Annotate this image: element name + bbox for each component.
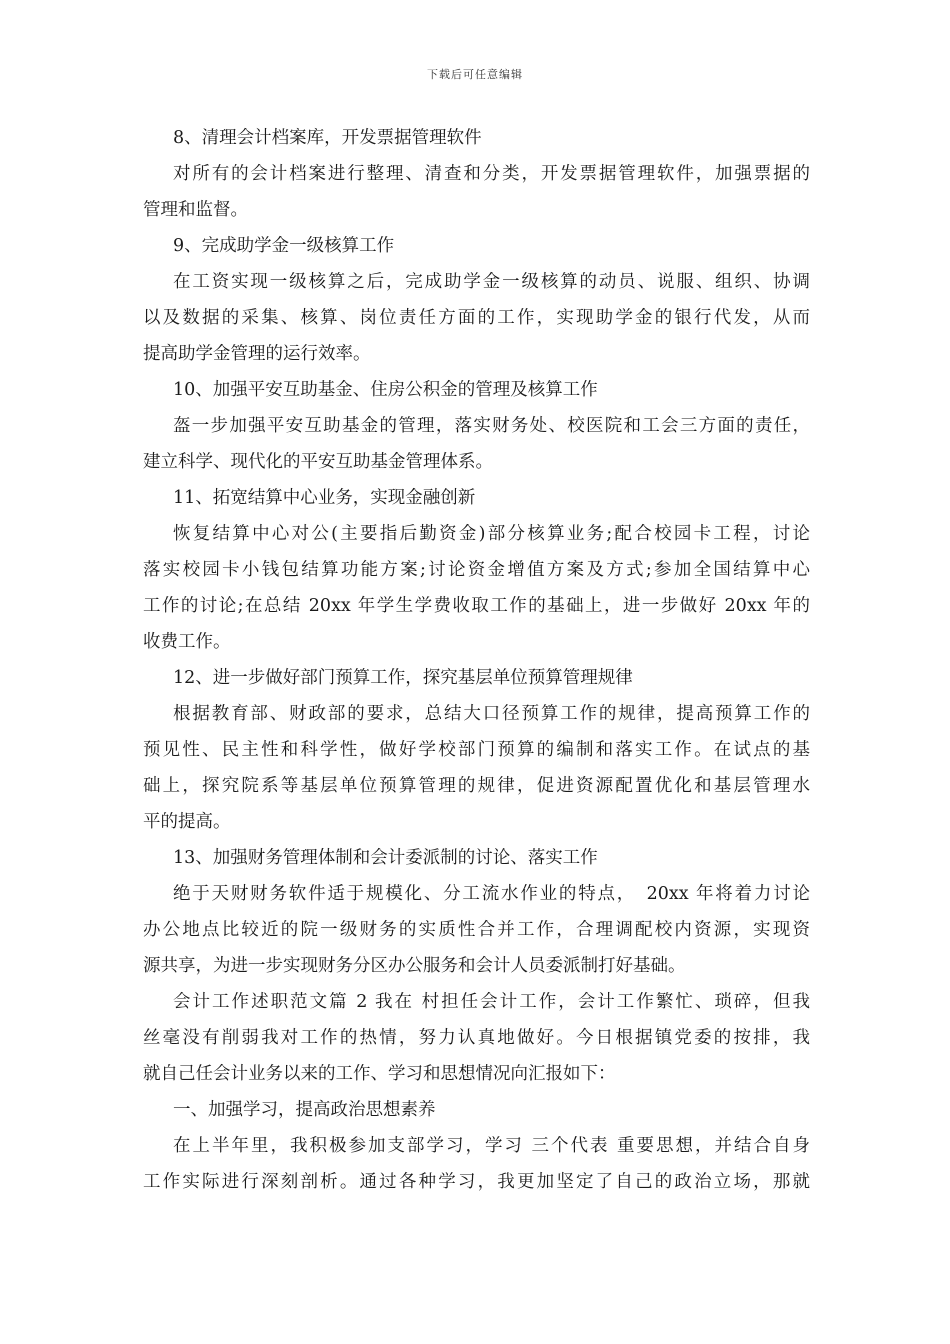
text-line: 丝毫没有削弱我对工作的热情，努力认真地做好。今日根据镇党委的按排，我 [143, 1028, 810, 1048]
page-header: 下载后可任意编辑 [427, 68, 523, 81]
text-line: 根据教育部、财政部的要求，总结大口径预算工作的规律，提高预算工作的 [173, 704, 810, 724]
text-line: 8、清理会计档案库，开发票据管理软件 [173, 128, 482, 148]
text-line: 源共享，为进一步实现财务分区办公服务和会计人员委派制打好基础。 [143, 956, 686, 976]
text-line: 管理和监督。 [143, 200, 248, 220]
text-line: 提高助学金管理的运行效率。 [143, 344, 371, 364]
text-line: 就自己任会计业务以来的工作、学习和思想情况向汇报如下： [143, 1064, 616, 1084]
text-line: 一、加强学习，提高政治思想素养 [173, 1100, 436, 1120]
text-line: 收费工作。 [143, 632, 231, 652]
text-line: 落实校园卡小钱包结算功能方案;讨论资金增值方案及方式;参加全国结算中心 [143, 560, 810, 580]
text-line: 对所有的会计档案进行整理、清查和分类，开发票据管理软件，加强票据的 [173, 164, 810, 184]
text-line: 以及数据的采集、核算、岗位责任方面的工作，实现助学金的银行代发，从而 [143, 308, 810, 328]
text-line: 恢复结算中心对公(主要指后勤资金)部分核算业务;配合校园卡工程，讨论 [173, 524, 810, 544]
text-line: 9、完成助学金一级核算工作 [173, 236, 395, 256]
text-line: 平的提高。 [143, 812, 231, 832]
text-line: 在工资实现一级核算之后，完成助学金一级核算的动员、说服、组织、协调 [173, 272, 810, 292]
text-line: 11、拓宽结算中心业务，实现金融创新 [173, 488, 476, 508]
text-line: 预见性、民主性和科学性，做好学校部门预算的编制和落实工作。在试点的基 [143, 740, 810, 760]
text-line: 10、加强平安互助基金、住房公积金的管理及核算工作 [173, 380, 598, 400]
text-line: 工作的讨论;在总结 20xx 年学生学费收取工作的基础上，进一步做好 20xx 年的 [143, 596, 810, 616]
text-line: 建立科学、现代化的平安互助基金管理体系。 [143, 452, 493, 472]
text-line: 12、进一步做好部门预算工作，探究基层单位预算管理规律 [173, 668, 633, 688]
text-line: 13、加强财务管理体制和会计委派制的讨论、落实工作 [173, 848, 598, 868]
text-line: 在上半年里，我积极参加支部学习，学习 三个代表 重要思想，并结合自身 [173, 1136, 810, 1156]
text-line: 绝于天财财务软件适于规模化、分工流水作业的特点， 20xx 年将着力讨论 [173, 884, 810, 904]
text-line: 办公地点比较近的院一级财务的实质性合并工作，合理调配校内资源，实现资 [143, 920, 810, 940]
text-line: 础上，探究院系等基层单位预算管理的规律，促进资源配置优化和基层管理水 [143, 776, 810, 796]
text-line: 工作实际进行深刻剖析。通过各种学习，我更加坚定了自己的政治立场，那就 [143, 1172, 810, 1192]
text-line: 盔一步加强平安互助基金的管理，落实财务处、校医院和工会三方面的责任， [173, 416, 810, 436]
text-line: 会计工作述职范文篇 2 我在 村担任会计工作，会计工作繁忙、琐碎，但我 [173, 992, 810, 1012]
document-body [143, 120, 810, 1200]
